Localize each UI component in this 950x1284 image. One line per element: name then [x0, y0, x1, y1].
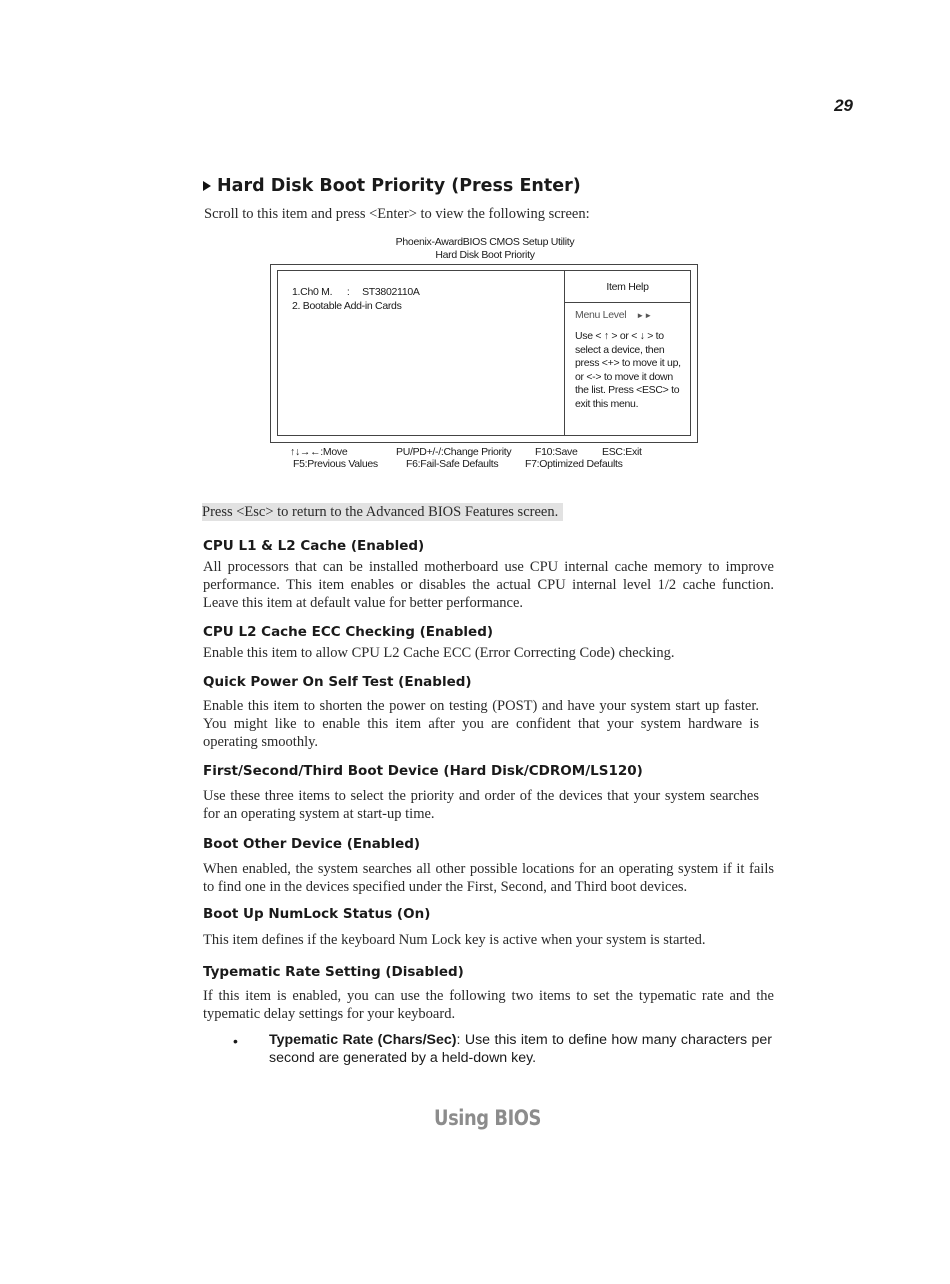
item-heading: Boot Other Device (Enabled) — [203, 836, 421, 852]
bios-screen-frame — [270, 264, 698, 443]
section-intro: Scroll to this item and press <Enter> to view the following screen: — [204, 206, 590, 222]
section-title-text: Hard Disk Boot Priority (Press Enter) — [217, 176, 581, 196]
bios-footer-key: F5:Previous Values — [293, 458, 378, 470]
bios-footer-key: ↑↓→←:Move — [290, 446, 348, 458]
section-title — [203, 176, 581, 196]
item-help-heading: Item Help — [565, 271, 690, 303]
menu-level-arrows-icon: ►► — [636, 310, 653, 320]
page-number: 29 — [834, 96, 853, 115]
bios-item-help — [565, 271, 690, 435]
bios-footer-key: ESC:Exit — [602, 446, 642, 458]
bullet-text: : Use this item to define how many characters per second are generated by a held-down key. — [269, 1032, 772, 1066]
bios-item-row — [292, 286, 420, 298]
bullet-icon: • — [233, 1033, 238, 1049]
return-note: Press <Esc> to return to the Advanced BIOS Features screen. — [202, 503, 563, 521]
bullet-item — [269, 1031, 772, 1067]
item-heading: Quick Power On Self Test (Enabled) — [203, 674, 472, 690]
item-text: Enable this item to shorten the power on testing (POST) and have your system start up faster. You might like to enable this item after you are confident that your system hardware is operating smoothly. — [203, 698, 759, 750]
bios-utility-title: Phoenix-AwardBIOS CMOS Setup Utility — [395, 236, 575, 248]
item-text: All processors that can be installed motherboard use CPU internal cache memory to improve performance. This item enables or disables the actual CPU internal level 1/2 cache function. Leave this item at default value for better performance. — [203, 559, 774, 611]
page-footer: Using BIOS — [434, 1106, 541, 1130]
bios-item-list — [278, 271, 565, 435]
item-heading: CPU L2 Cache ECC Checking (Enabled) — [203, 624, 494, 640]
triangle-bullet-icon — [203, 181, 211, 191]
item-heading: CPU L1 & L2 Cache (Enabled) — [203, 538, 425, 554]
menu-level-label: Menu Level — [575, 309, 627, 321]
bios-item-separator: : — [346, 286, 350, 298]
item-heading: Boot Up NumLock Status (On) — [203, 906, 431, 922]
bios-footer-key: F7:Optimized Defaults — [525, 458, 623, 470]
bullet-term: Typematic Rate (Chars/Sec) — [269, 1032, 457, 1048]
bios-item-row: 2. Bootable Add-in Cards — [292, 300, 402, 312]
bios-item-device: ST3802110A — [362, 286, 420, 298]
item-text: This item defines if the keyboard Num Lock key is active when your system is started. — [203, 932, 706, 948]
item-text: Use these three items to select the priority and order of the devices that your system searches for an operating system at start-up time. — [203, 788, 759, 822]
item-text: When enabled, the system searches all other possible locations for an operating system if it fails to find one in the devices specified under the First, Second, and Third boot devices. — [203, 861, 774, 895]
bios-item-label: 1.Ch0 M. — [292, 286, 333, 298]
item-text: If this item is enabled, you can use the following two items to set the typematic rate and the typematic delay settings for your keyboard. — [203, 988, 774, 1022]
bios-footer-key: F6:Fail-Safe Defaults — [406, 458, 499, 470]
bios-screen-title: Hard Disk Boot Priority — [435, 249, 535, 261]
menu-level — [575, 309, 652, 321]
item-help-text: Use < ↑ > or < ↓ > to select a device, then press <+> to move it up, or <-> to move it down the list. Press <ESC> to exit this menu. — [575, 330, 681, 410]
bios-screen-inner — [277, 270, 691, 436]
bios-footer-key: F10:Save — [535, 446, 578, 458]
item-heading: First/Second/Third Boot Device (Hard Disk/CDROM/LS120) — [203, 763, 643, 779]
bios-footer-key: PU/PD+/-/:Change Priority — [396, 446, 512, 458]
item-heading: Typematic Rate Setting (Disabled) — [203, 964, 464, 980]
item-text: Enable this item to allow CPU L2 Cache ECC (Error Correcting Code) checking. — [203, 645, 675, 661]
